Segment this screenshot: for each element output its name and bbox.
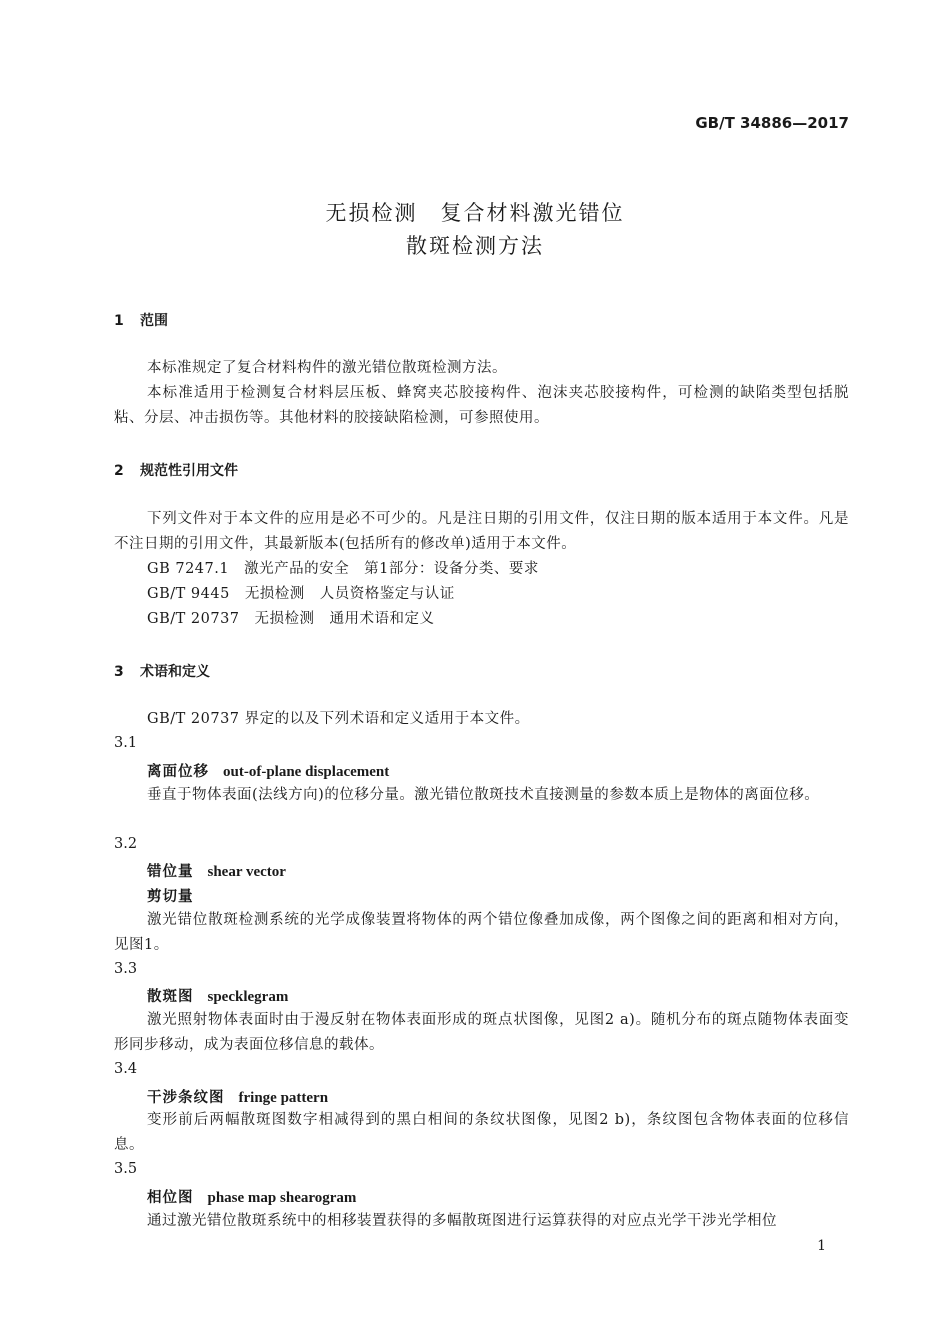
term-english: fringe pattern — [238, 1090, 329, 1106]
section-3-paragraph-1: GB/T 20737 界定的以及下列术语和定义适用于本文件。 — [147, 711, 530, 727]
section-1-heading — [114, 310, 168, 330]
term-number: 3.2 — [114, 836, 138, 852]
term-definition: 激光错位散斑检测系统的光学成像装置将物体的两个错位像叠加成像，两个图像之间的距离和相对方向，见图1。 — [114, 912, 849, 953]
term-heading — [147, 985, 288, 1006]
section-title: 术语和定义 — [140, 664, 210, 680]
section-1-paragraph-2: 本标准适用于检测复合材料层压板、蜂窝夹芯胶接构件、泡沫夹芯胶接构件，可检测的缺陷类型包括脱粘、分层、冲击损伤等。其他材料的胶接缺陷检测，可参照使用。 — [114, 385, 849, 426]
term-english: phase map shearogram — [207, 1190, 357, 1206]
term-english: specklegram — [207, 989, 289, 1005]
standard-code: GB/T 34886—2017 — [695, 114, 849, 132]
term-chinese: 干涉条纹图 — [147, 1090, 225, 1106]
term-definition: 激光照射物体表面时由于漫反射在物体表面形成的斑点状图像，见图2 a)。随机分布的斑点随物体表面变形同步移动，成为表面位移信息的载体。 — [114, 1012, 849, 1053]
normative-reference — [147, 582, 455, 603]
section-title: 范围 — [140, 313, 168, 329]
term-alternative — [147, 885, 194, 906]
term-chinese: 相位图 — [147, 1190, 194, 1206]
term-chinese: 错位量 — [147, 864, 194, 880]
section-number: 1 — [114, 313, 124, 329]
term-number: 3.5 — [114, 1161, 138, 1177]
term-english: shear vector — [207, 864, 286, 880]
term-chinese: 散斑图 — [147, 989, 194, 1005]
section-3-heading — [114, 661, 210, 681]
section-number: 3 — [114, 664, 124, 680]
section-2-heading — [114, 460, 238, 480]
document-title-line-2: 散斑检测方法 — [406, 234, 544, 258]
reference-code: GB/T 9445 — [147, 586, 230, 602]
term-alternative-chinese: 剪切量 — [147, 889, 194, 905]
document-title-line-1: 无损检测 复合材料激光错位 — [325, 201, 625, 225]
term-definition: 垂直于物体表面(法线方向)的位移分量。激光错位散斑技术直接测量的参数本质上是物体的离面位移。 — [147, 787, 820, 803]
term-english: out-of-plane displacement — [223, 764, 390, 780]
reference-title: 无损检测 人员资格鉴定与认证 — [244, 586, 455, 602]
term-definition: 变形前后两幅散斑图数字相减得到的黑白相间的条纹状图像，见图2 b)，条纹图包含物体表面的位移信息。 — [114, 1112, 849, 1153]
term-number: 3.4 — [114, 1061, 138, 1077]
section-title: 规范性引用文件 — [140, 463, 238, 479]
reference-title: 无损检测 通用术语和定义 — [254, 611, 435, 627]
term-definition: 通过激光错位散斑系统中的相移装置获得的多幅散斑图进行运算获得的对应点光学干涉光学相位 — [147, 1213, 777, 1229]
term-number: 3.3 — [114, 961, 138, 977]
page-number: 1 — [817, 1238, 826, 1254]
term-heading — [147, 1086, 328, 1107]
term-number: 3.1 — [114, 735, 138, 751]
term-heading — [147, 860, 286, 881]
normative-reference — [147, 607, 435, 628]
section-number: 2 — [114, 463, 124, 479]
reference-code: GB 7247.1 — [147, 561, 230, 577]
term-chinese: 离面位移 — [147, 764, 209, 780]
normative-reference — [147, 557, 539, 578]
reference-code: GB/T 20737 — [147, 611, 240, 627]
term-heading — [147, 1186, 356, 1207]
section-2-paragraph-1: 下列文件对于本文件的应用是必不可少的。凡是注日期的引用文件，仅注日期的版本适用于本文件。凡是不注日期的引用文件，其最新版本(包括所有的修改单)适用于本文件。 — [114, 511, 849, 552]
section-1-paragraph-1: 本标准规定了复合材料构件的激光错位散斑检测方法。 — [147, 360, 507, 376]
term-heading — [147, 760, 389, 781]
reference-title: 激光产品的安全 第1部分：设备分类、要求 — [244, 561, 539, 577]
